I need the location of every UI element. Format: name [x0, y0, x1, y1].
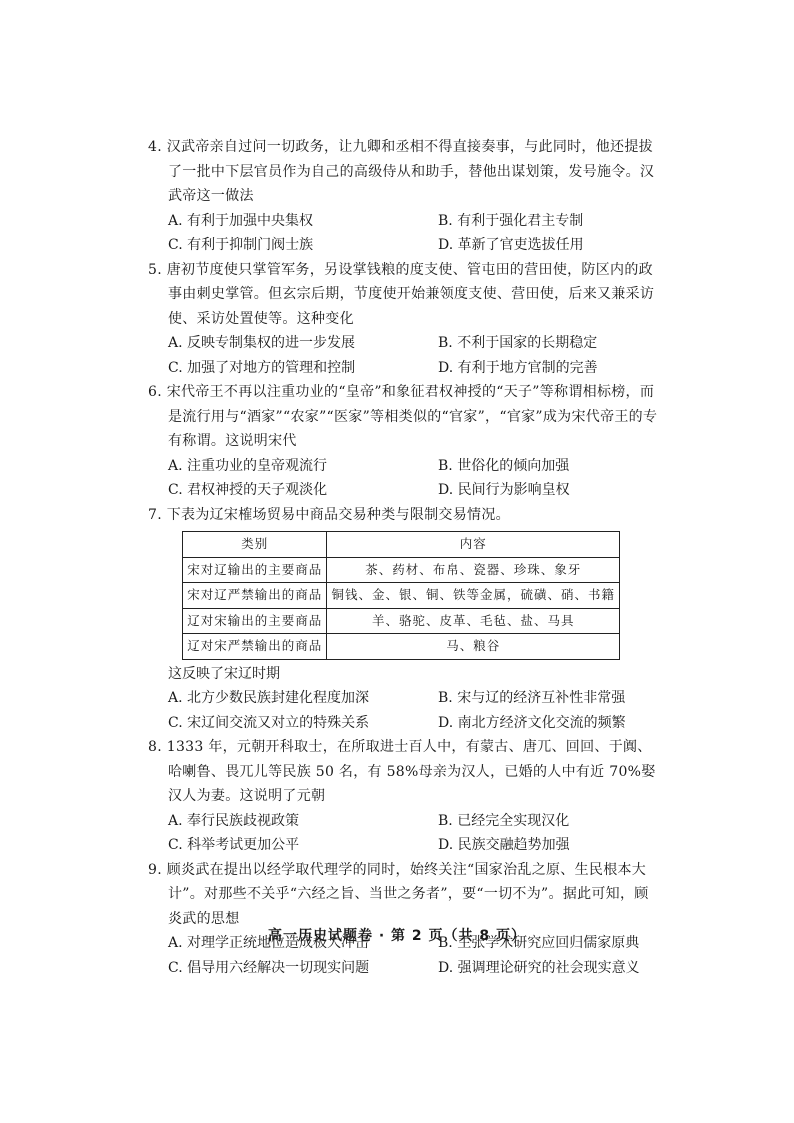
table-row	[183, 634, 620, 660]
question-5	[148, 258, 658, 381]
question-8	[148, 735, 658, 858]
option-d[interactable]: D. 强调理论研究的社会现实意义	[438, 959, 640, 976]
question-stem: 下表为辽宋榷场贸易中商品交易种类与限制交易情况。	[166, 506, 510, 523]
table-cell-category: 辽对宋严禁输出的商品	[183, 634, 327, 660]
page-footer: 高一历史试题卷 · 第 2 页（共 8 页）	[267, 928, 527, 944]
table-header-content: 内容	[327, 532, 620, 558]
question-number: 4.	[148, 139, 162, 155]
table-row	[183, 608, 620, 634]
options	[148, 686, 658, 735]
option-b[interactable]: B. 世俗化的倾向加强	[438, 457, 570, 474]
table-cell-content: 羊、骆驼、皮革、毛毡、盐、马具	[327, 608, 620, 634]
option-a[interactable]: A. 北方少数民族封建化程度加深	[168, 690, 370, 706]
table-cell-category: 辽对宋输出的主要商品	[183, 608, 327, 634]
table-cell-category: 宋对辽输出的主要商品	[183, 557, 327, 583]
option-a[interactable]: A. 反映专制集权的进一步发展	[168, 335, 356, 351]
question-number: 8.	[148, 739, 162, 755]
option-d[interactable]: D. 南北方经济文化交流的频繁	[438, 714, 626, 731]
options	[148, 454, 658, 503]
option-c[interactable]: C. 科举考试更加公平	[168, 837, 300, 853]
option-b[interactable]: B. 有利于强化君主专制	[438, 212, 584, 229]
question-stem: 宋代帝王不再以注重功业的“皇帝”和象征君权神授的“天子”等称谓相标榜，而是流行用与“酒家”“农家”“医家”等相类似的“官家”，“官家”成为宋代帝王的专有称谓。这说明宋代	[166, 384, 658, 449]
option-d[interactable]: D. 民族交融趋势加强	[438, 837, 570, 853]
question-4	[148, 135, 658, 258]
table-row	[183, 557, 620, 583]
option-c[interactable]: C. 加强了对地方的管理和控制	[168, 359, 356, 376]
table-header-row	[183, 532, 620, 558]
question-stem: 1333 年，元朝开科取士，在所取进士百人中，有蒙古、唐兀、回回、于阗、哈喇鲁、畏兀儿等民族 50 名，有 58%母亲为汉人，已婚的人中有近 70%娶汉人为妻。这说明了元朝	[166, 739, 656, 804]
question-number: 6.	[148, 384, 162, 400]
trade-table	[182, 531, 620, 660]
table-cell-content: 茶、药材、布帛、瓷器、珍珠、象牙	[327, 557, 620, 583]
option-c[interactable]: C. 宋辽间交流又对立的特殊关系	[168, 714, 370, 731]
option-b[interactable]: B. 不利于国家的长期稳定	[438, 335, 598, 351]
question-9	[148, 858, 658, 981]
question-number: 7.	[148, 506, 162, 523]
question-stem: 唐初节度使只掌管军务，另设掌钱粮的度支使、管屯田的营田使，防区内的政事由刺史掌管。但玄宗后期，节度使开始兼领度支使、营田使，后来又兼采访使、采访处置使等。这种变化	[166, 261, 655, 327]
table-cell-category: 宋对辽严禁输出的商品	[183, 583, 327, 609]
options	[148, 809, 658, 858]
option-a[interactable]: A. 注重功业的皇帝观流行	[168, 457, 328, 474]
option-c[interactable]: C. 有利于抑制门阀士族	[168, 237, 314, 253]
option-d[interactable]: D. 革新了官吏选拔任用	[438, 237, 584, 253]
table-cell-content: 铜钱、金、银、铜、铁等金属，硫磺、硝、书籍	[327, 583, 620, 609]
question-number: 9.	[148, 861, 162, 878]
question-7	[148, 503, 658, 736]
option-a[interactable]: A. 有利于加强中央集权	[168, 212, 314, 229]
option-c[interactable]: C. 君权神授的天子观淡化	[168, 482, 328, 498]
options	[148, 331, 658, 380]
table-cell-content: 马、粮谷	[327, 634, 620, 660]
options	[148, 209, 658, 258]
question-stem: 汉武帝亲自过问一切政务，让九卿和丞相不得直接奏事，与此同时，他还提拔了一批中下层官员作为自己的高级侍从和助手，替他出谋划策，发号施令。汉武帝这一做法	[166, 139, 655, 204]
question-lead: 这反映了宋辽时期	[168, 665, 280, 682]
option-b[interactable]: B. 宋与辽的经济互补性非常强	[438, 690, 626, 706]
option-a[interactable]: A. 对理学正统地位造成极大冲击	[168, 935, 370, 951]
option-a[interactable]: A. 奉行民族歧视政策	[168, 812, 300, 829]
option-d[interactable]: D. 有利于地方官制的完善	[438, 359, 598, 376]
question-6	[148, 380, 658, 503]
option-b[interactable]: B. 已经完全实现汉化	[438, 812, 570, 829]
table-row	[183, 583, 620, 609]
table-header-category: 类别	[183, 532, 327, 558]
option-d[interactable]: D. 民间行为影响皇权	[438, 482, 570, 498]
option-c[interactable]: C. 倡导用六经解决一切现实问题	[168, 959, 370, 976]
question-list	[148, 135, 658, 980]
question-stem: 顾炎武在提出以经学取代理学的同时，始终关注“国家治乱之原、生民根本大计”。对那些不关乎“六经之旨、当世之务者”，要“一切不为”。据此可知，顾炎武的思想	[166, 861, 649, 927]
option-b[interactable]: B. 主张学术研究应回归儒家原典	[438, 935, 640, 951]
question-number: 5.	[148, 261, 162, 278]
